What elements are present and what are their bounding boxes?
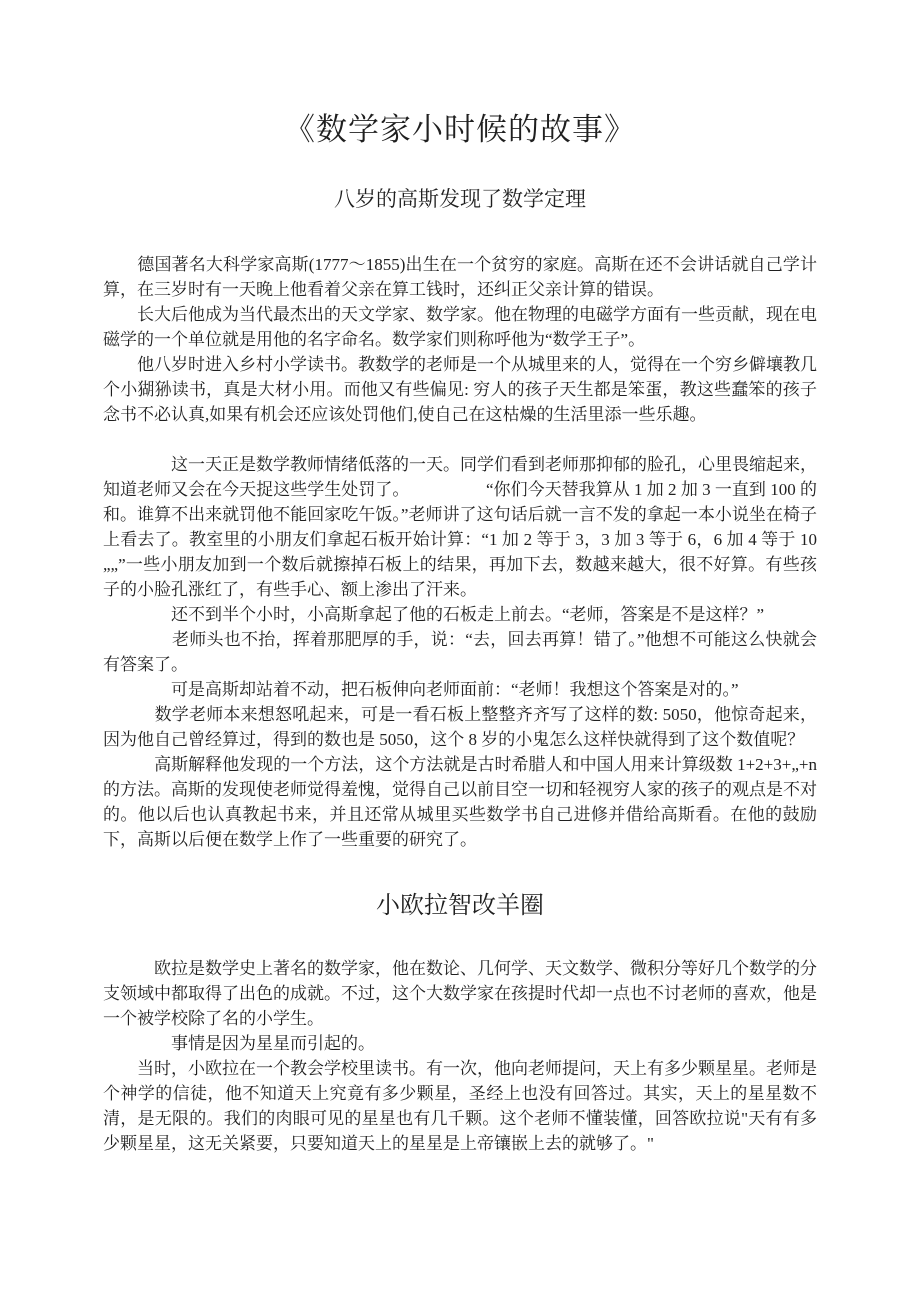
paragraph: 数学老师本来想怒吼起来，可是一看石板上整整齐齐写了这样的数: 5050，他惊奇起来，因为他自己曾经算过，得到的数也是 5050，这个 8 岁的小鬼怎么这样快就得到了这个数值呢？ [103, 705, 817, 749]
section-body-gauss [103, 252, 817, 852]
section-heading-gauss: 八岁的高斯发现了数学定理 [334, 187, 586, 211]
paragraph: 当时，小欧拉在一个教会学校里读书。有一次，他向老师提问，天上有多少颗星星。老师是个神学的信徒，他不知道天上究竟有多少颗星，圣经上也没有回答过。其实，天上的星星数不清，是无限的。我们的肉眼可见的星星也有几千颗。这个老师不懂装懂，回答欧拉说"天有有多少颗星星，这无关紧要，只要知道天上的星星是上帝镶嵌上去的就够了。" [103, 1059, 817, 1153]
paragraph: 欧拉是数学史上著名的数学家，他在数论、几何学、天文数学、微积分等好几个数学的分支领域中都取得了出色的成就。不过，这个大数学家在孩提时代却一点也不讨老师的喜欢，他是一个被学校除了名的小学生。 [103, 959, 817, 1028]
section-heading-euler: 小欧拉智改羊圈 [376, 893, 544, 919]
paragraph: 他八岁时进入乡村小学读书。教数学的老师是一个从城里来的人，觉得在一个穷乡僻壤教几个小猢狲读书，真是大材小用。而他又有些偏见: 穷人的孩子天生都是笨蛋，教这些蠢笨的孩子念书不必认真,如果有机会还应该处罚他们,使自己在这枯燥的生活里添一些乐趣。 [103, 355, 817, 424]
paragraph: 长大后他成为当代最杰出的天文学家、数学家。他在物理的电磁学方面有一些贡献，现在电磁学的一个单位就是用他的名字命名。数学家们则称呼他为“数学王子”。 [103, 305, 817, 349]
paragraph: 可是高斯却站着不动，把石板伸向老师面前：“老师！我想这个答案是对的。” [103, 680, 739, 699]
section-body-euler [103, 956, 817, 1156]
paragraph: 这一天正是数学教师情绪低落的一天。同学们看到老师那抑郁的脸孔，心里畏缩起来，知道老师又会在今天捉这些学生处罚了。 “你们今天替我算从 1 加 2 加 3 一直到 100 的和。谁算不出来就罚他不能回家吃午饭。”老师讲了这句话后就一言不发的拿起一本小说坐在椅子上看去了。教室里的小朋友们拿起石板开始计算：“1 加 2 等于 3，3 加 3 等于 6，6 加 4 等于 10„„”一些小朋友加到一个数后就擦掉石板上的结果，再加下去，数越来越大，很不好算。有些孩子的小脸孔涨红了，有些手心、额上渗出了汗来。 [103, 455, 817, 599]
blank-line [103, 427, 817, 452]
paragraph: 老师头也不抬，挥着那肥厚的手，说：“去，回去再算！错了。”他想不可能这么快就会有答案了。 [103, 630, 817, 674]
paragraph: 还不到半个小时，小高斯拿起了他的石板走上前去。“老师，答案是不是这样？” [103, 605, 765, 624]
paragraph: 高斯解释他发现的一个方法，这个方法就是古时希腊人和中国人用来计算级数 1+2+3+„+n 的方法。高斯的发现使老师觉得羞愧，觉得自己以前目空一切和轻视穷人家的孩子的观点是不对的。他以后也认真教起书来，并且还常从城里买些数学书自己进修并借给高斯看。在他的鼓励下，高斯以后便在数学上作了一些重要的研究了。 [103, 755, 817, 849]
paragraph: 德国著名大科学家高斯(1777～1855)出生在一个贫穷的家庭。高斯在还不会讲话就自己学计算，在三岁时有一天晚上他看着父亲在算工钱时，还纠正父亲计算的错误。 [103, 255, 817, 299]
paragraph: 事情是因为星星而引起的。 [103, 1034, 375, 1053]
document-title: 《数学家小时候的故事》 [284, 112, 636, 147]
